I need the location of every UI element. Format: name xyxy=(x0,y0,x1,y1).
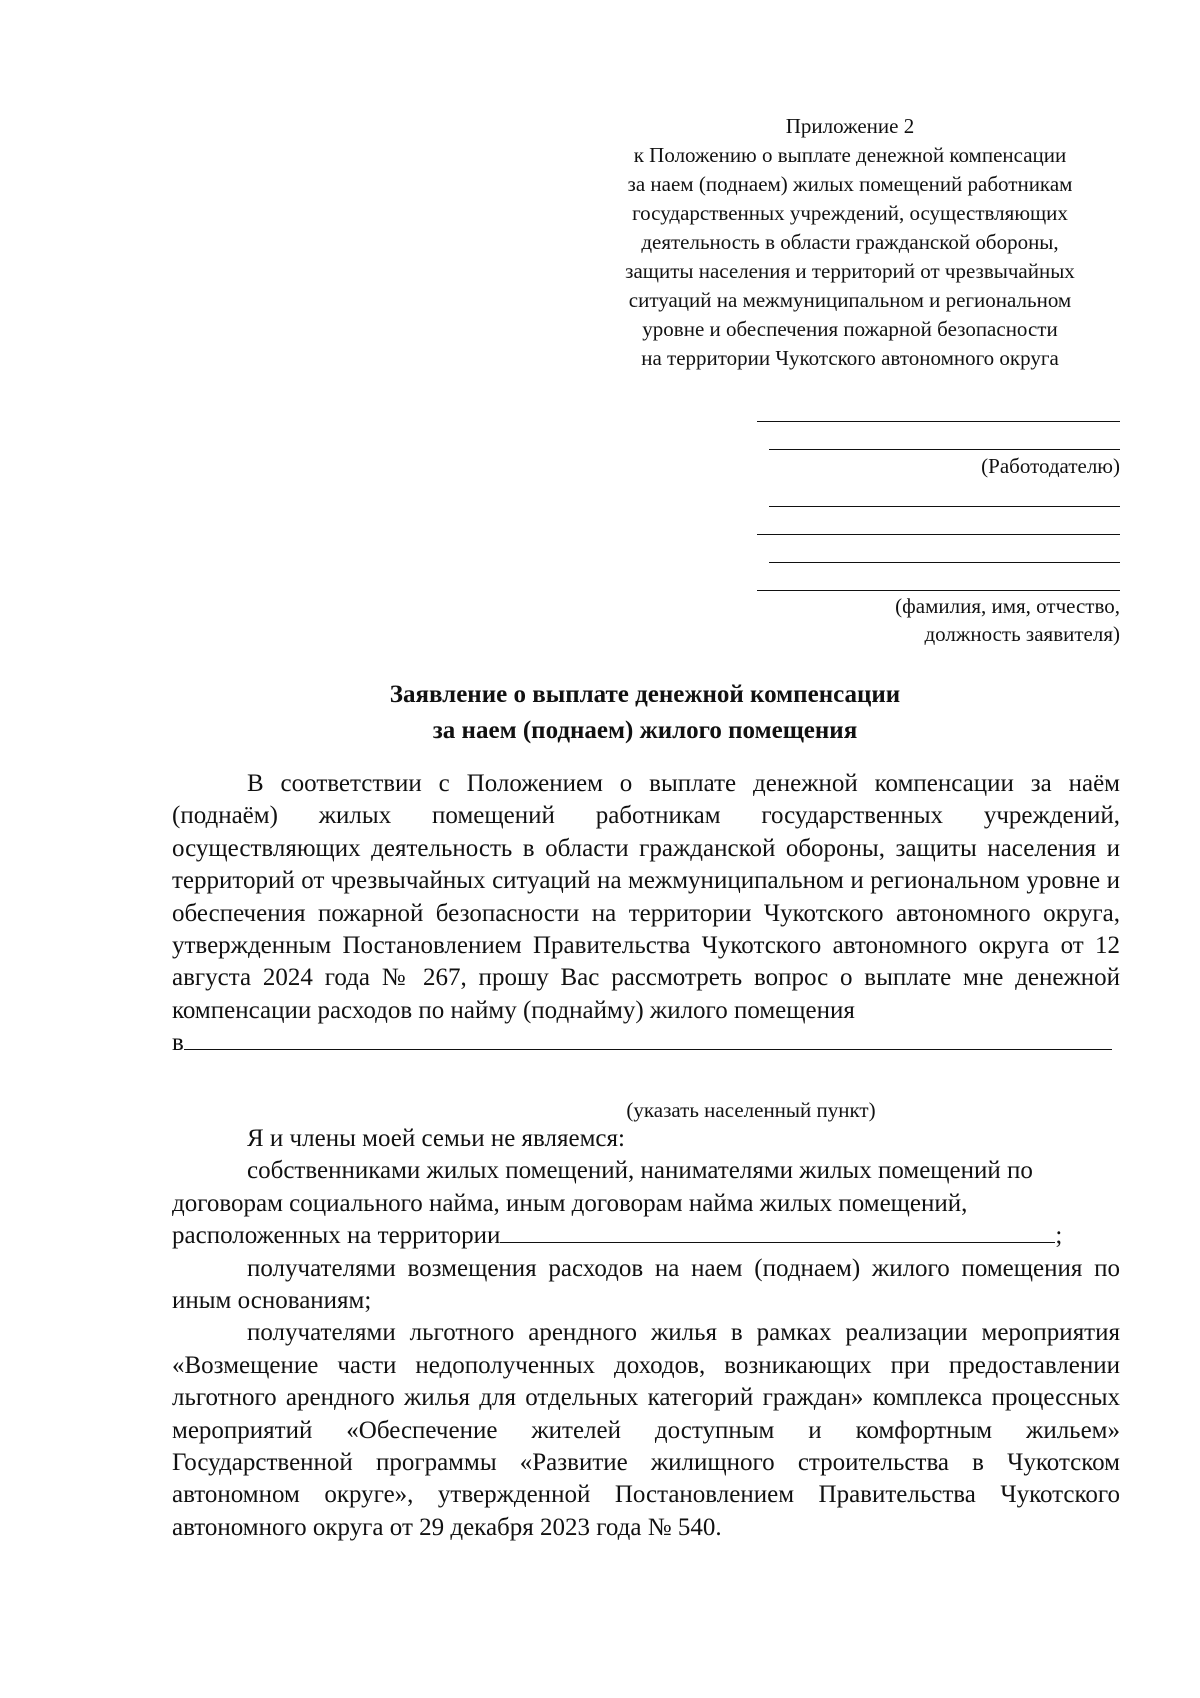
appendix-line: к Положению о выплате денежной компенсации xyxy=(633,143,1067,167)
appendix-line: защиты населения и территорий от чрезвычайных xyxy=(625,259,1075,283)
appendix-line: на территории Чукотского автономного округа xyxy=(641,346,1059,370)
appendix-line: деятельность в области гражданской обороны, xyxy=(641,230,1059,254)
settlement-field[interactable] xyxy=(184,1029,1112,1050)
appendix-line: государственных учреждений, осуществляющих xyxy=(632,201,1068,225)
applicant-line-3[interactable] xyxy=(769,562,1120,563)
paragraph-compensation-recipients: получателями возмещения расходов на наем (поднаем) жилого помещения по иным основаниям; xyxy=(172,1254,1120,1315)
appendix-header xyxy=(585,112,1115,373)
body-section-1 xyxy=(172,768,1120,1060)
owners-end: ; xyxy=(1055,1222,1063,1250)
paragraph-request: В соответствии с Положением о выплате денежной компенсации за наём (поднаём) жилых помещений работникам государственных учреждений, осуществляющих деятельность в области гражданской обороны, защиты населения и территорий от чрезвычайных ситуаций на межмуниципальном и региональном уровне и обеспечения пожарной безопасности на территории Чукотского автономного округа, утвержденным Постановлением Правительства Чукотского автономного округа от 12 августа 2024 года № 267, прошу Вас рассмотреть вопрос о выплате мне денежной компенсации расходов по найму (поднайму) жилого помещения xyxy=(172,770,1120,1024)
employer-line-2[interactable] xyxy=(769,449,1120,450)
title-line-1: Заявление о выплате денежной компенсации xyxy=(389,681,901,708)
applicant-caption-2: должность заявителя) xyxy=(924,622,1120,646)
paragraph-rental-recipients: получателями льготного арендного жилья в рамках реализации мероприятия «Возмещение части недополученных доходов, возникающих при предоставлении льготного арендного жилья для отдельных категорий граждан» комплекса процессных мероприятий «Обеспечение жителей доступным и комфортным жильем» Государственной программы «Развитие жилищного строительства в Чукотском автономном округе», утвержденной Постановлением Правительства Чукотского автономного округа от 29 декабря 2023 года № 540. xyxy=(172,1319,1120,1541)
appendix-line: ситуаций на межмуниципальном и региональном xyxy=(628,288,1072,312)
paragraph-owners xyxy=(172,1155,1120,1252)
body-section-2 xyxy=(172,1123,1120,1544)
settlement-hint: (указать населенный пункт) xyxy=(626,1098,876,1122)
appendix-line: за наем (поднаем) жилых помещений работникам xyxy=(627,172,1073,196)
owners-text: собственниками жилых помещений, нанимателями жилых помещений по договорам социального найма, иным договорам найма жилых помещений, расположенных на территории xyxy=(172,1157,1033,1250)
appendix-line: уровне и обеспечения пожарной безопасности xyxy=(642,317,1058,341)
appendix-line: Приложение 2 xyxy=(785,114,915,138)
settlement-prefix: в xyxy=(172,1029,184,1057)
employer-caption: (Работодателю) xyxy=(981,454,1120,478)
applicant-caption-1: (фамилия, имя, отчество, xyxy=(895,594,1120,618)
territory-field[interactable] xyxy=(500,1222,1055,1243)
paragraph-declaration: Я и члены моей семьи не являемся: xyxy=(247,1125,625,1152)
settlement-row xyxy=(172,1027,1120,1059)
applicant-line-1[interactable] xyxy=(769,506,1120,507)
employer-line-1[interactable] xyxy=(757,421,1120,422)
document-title xyxy=(170,677,1120,749)
applicant-line-2[interactable] xyxy=(757,534,1120,535)
title-line-2: за наем (поднаем) жилого помещения xyxy=(432,717,858,744)
applicant-line-4[interactable] xyxy=(757,590,1120,591)
